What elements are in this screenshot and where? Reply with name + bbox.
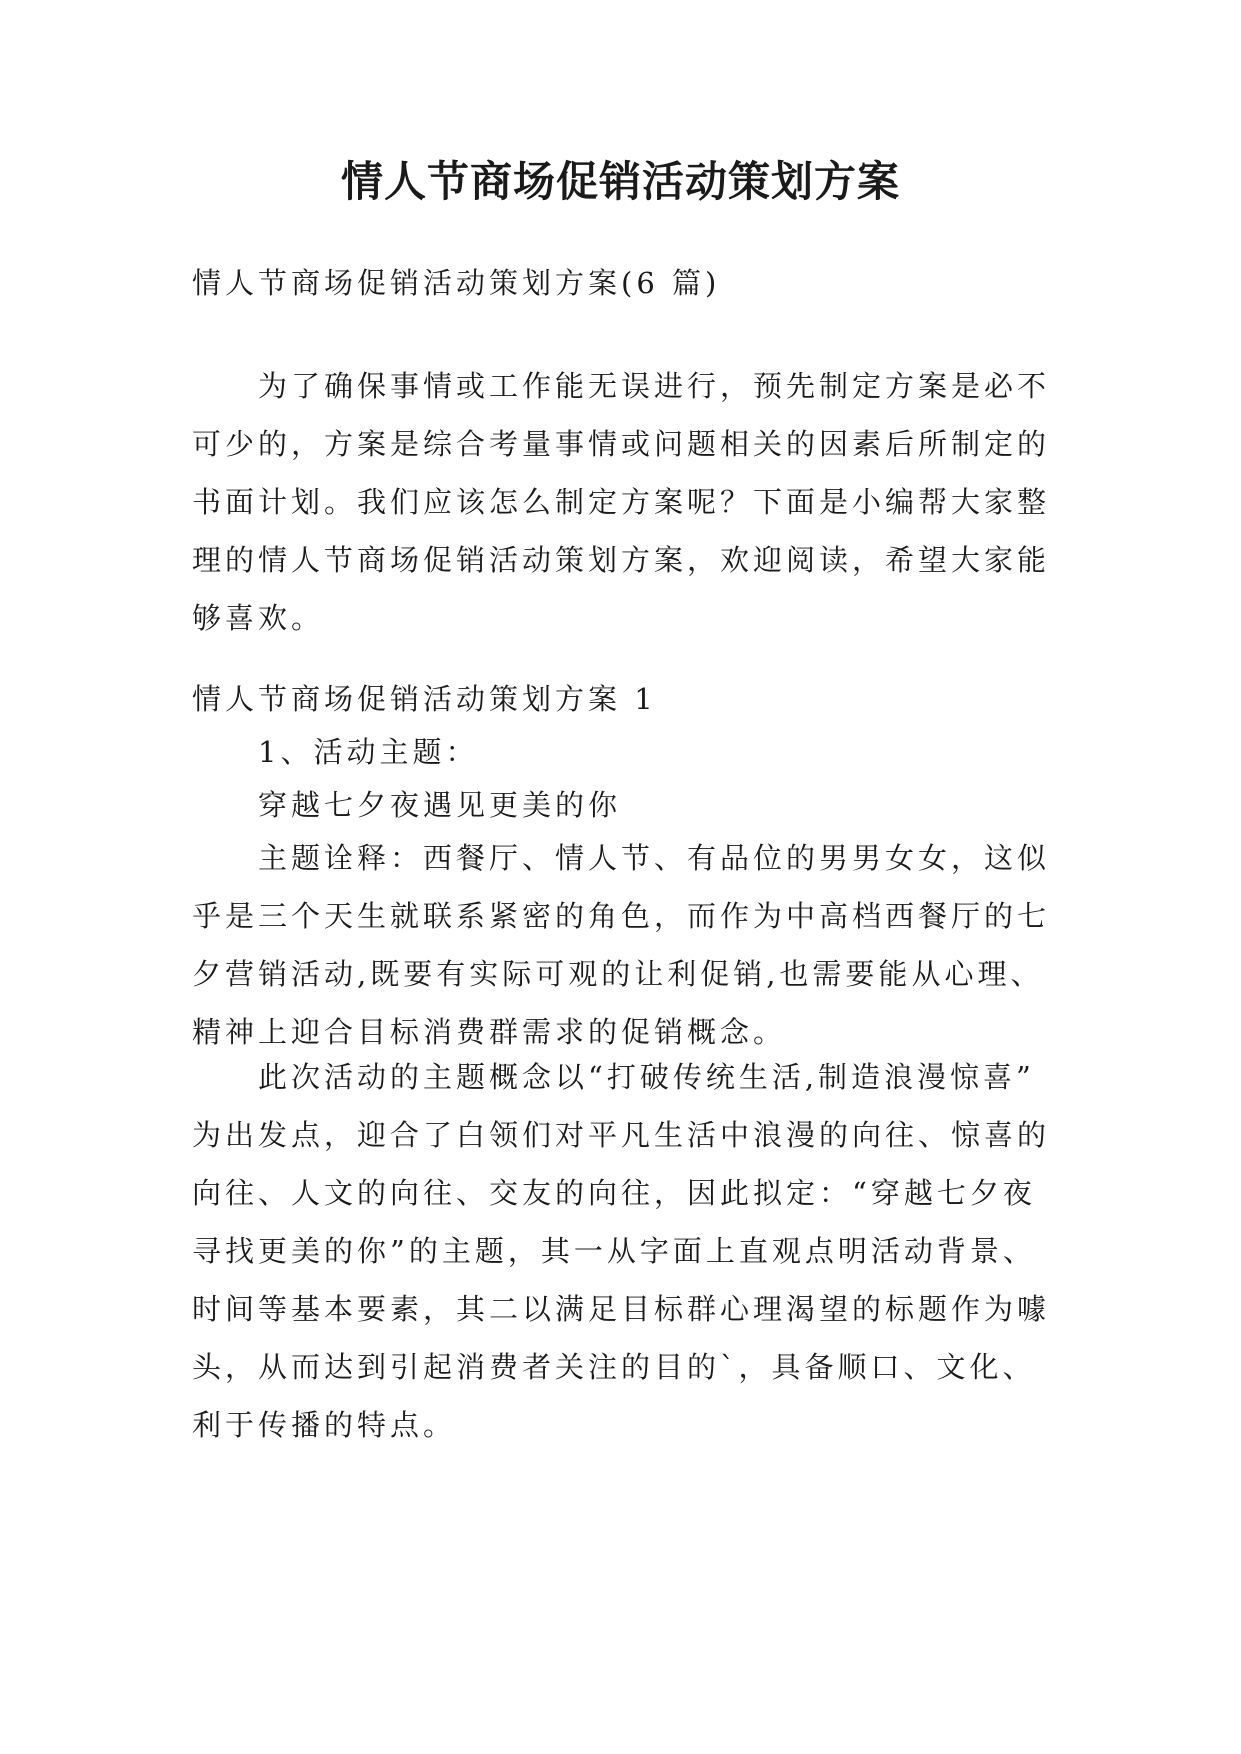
interpretation-paragraph (192, 829, 1062, 1061)
concept-line: 此次活动的主题概念以“打破传统生活,制造浪漫惊喜” (258, 1060, 1035, 1094)
intro-line: 理的情人节商场促销活动策划方案，欢迎阅读，希望大家能 (192, 543, 1051, 577)
theme-label: 1、活动主题： (258, 735, 479, 769)
concept-line: 为出发点，迎合了白领们对平凡生活中浪漫的向往、惊喜的 (192, 1118, 1051, 1152)
concept-line: 头，从而达到引起消费者关注的目的`，具备顺口、文化、 (192, 1350, 1036, 1384)
document-subtitle: 情人节商场促销活动策划方案(6 篇) (192, 266, 721, 300)
interpretation-line: 主题诠释：西餐厅、情人节、有品位的男男女女，这似 (258, 841, 1051, 875)
section-heading: 情人节商场促销活动策划方案 1 (192, 682, 657, 716)
theme-value: 穿越七夕夜遇见更美的你 (258, 788, 622, 822)
document-title: 情人节商场促销活动策划方案 (340, 157, 900, 206)
intro-line: 为了确保事情或工作能无误进行，预先制定方案是必不 (258, 369, 1051, 403)
concept-line: 向往、人文的向往、交友的向往，因此拟定：“穿越七夕夜 (192, 1176, 1036, 1210)
interpretation-line: 乎是三个天生就联系紧密的角色，而作为中高档西餐厅的七 (192, 899, 1051, 933)
intro-paragraph (192, 357, 1062, 647)
concept-line: 寻找更美的你”的主题，其一从字面上直观点明活动背景、 (192, 1234, 1036, 1268)
interpretation-line: 夕营销活动,既要有实际可观的让利促销,也需要能从心理、 (192, 957, 1044, 991)
concept-line: 利于传播的特点。 (192, 1408, 457, 1442)
concept-paragraph (192, 1048, 1062, 1454)
intro-line: 够喜欢。 (192, 601, 325, 635)
intro-line: 可少的，方案是综合考量事情或问题相关的因素后所制定的 (192, 427, 1051, 461)
intro-line: 书面计划。我们应该怎么制定方案呢？下面是小编帮大家整 (192, 485, 1051, 519)
concept-line: 时间等基本要素，其二以满足目标群心理渴望的标题作为噱 (192, 1292, 1051, 1326)
interpretation-line: 精神上迎合目标消费群需求的促销概念。 (192, 1015, 787, 1049)
